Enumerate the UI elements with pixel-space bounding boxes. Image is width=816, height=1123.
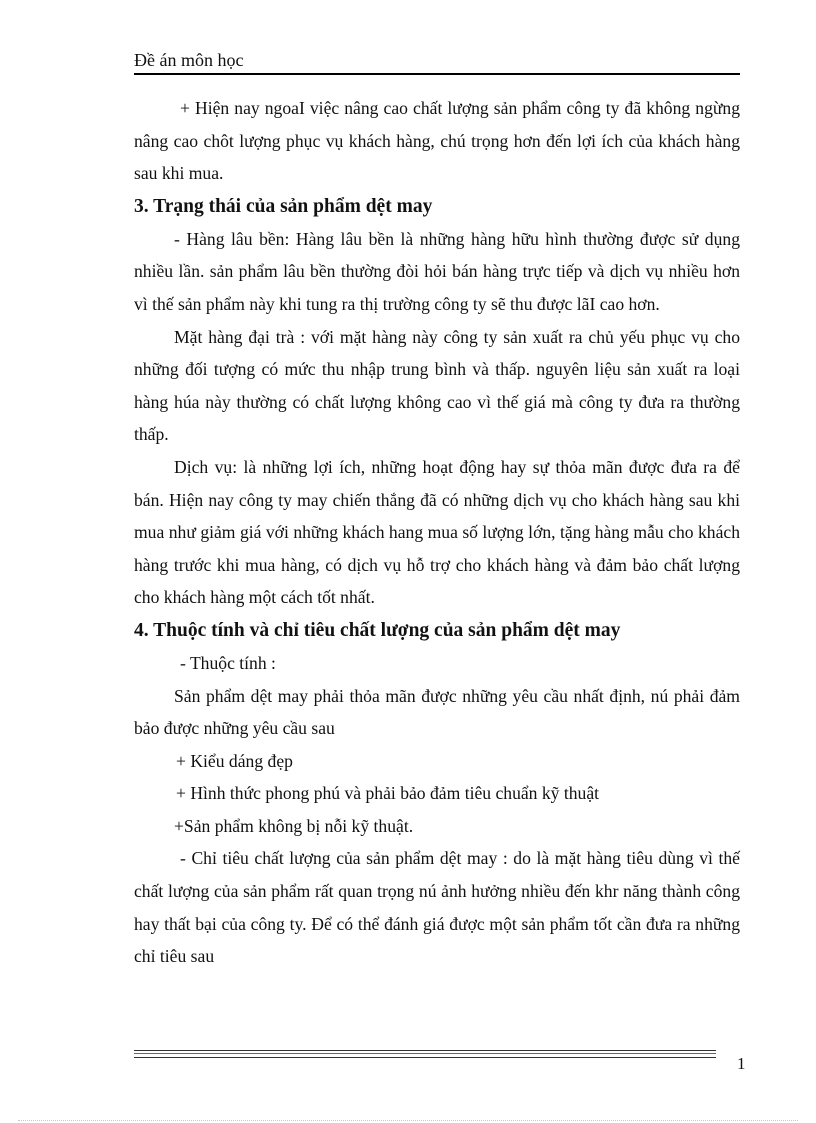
section-heading-3: 3. Trạng thái của sản phẩm dệt may: [134, 195, 433, 217]
paragraph-attributes-label: - Thuộc tính :: [180, 652, 276, 673]
paragraph-mass-goods: Mặt hàng đại trà : với mặt hàng này công ty sản xuất ra chủ yếu phục vụ cho những đối tượng có mức thu nhập trung bình và thấp. nguyên liệu sản xuất ra loại hàng húa này thường có chất lượng không cao vì thế giá mà công ty đưa ra thường thấp.: [134, 326, 740, 445]
paragraph-quality-criteria: - Chỉ tiêu chất lượng của sản phẩm dệt may : do là mặt hàng tiêu dùng vì thế chất lượng của sản phẩm rất quan trọng nú ảnh hưởng nhiều đến khr năng thành công hay thất bại của công ty. Để có thể đánh giá được một sản phẩm tốt cần đưa ra những chỉ tiêu sau: [134, 848, 740, 967]
document-body: [134, 92, 740, 973]
header-divider: [134, 73, 740, 75]
page-number: 1: [737, 1054, 746, 1073]
paragraph-service-improvement: + Hiện nay ngoaI việc nâng cao chất lượng sản phẩm công ty đã không ngừng nâng cao chôt lượng phục vụ khách hàng, chú trọng hơn đến lợi ích của khách hàng sau khi mua.: [134, 98, 740, 184]
paragraph-services: Dịch vụ: là những lợi ích, những hoạt động hay sự thỏa mãn được đưa ra để bán. Hiện nay công ty may chiến thắng đã có những dịch vụ cho khách hàng sau khi mua như giảm giá với những khách hang mua số lượng lớn, tặng hàng mẫu cho khách hàng trước khi mua hàng, có dịch vụ hỗ trợ cho khách hàng và đảm bảo chất lượng cho khách hàng một cách tốt nhất.: [134, 456, 740, 608]
list-item-defects: +Sản phẩm không bị nỗi kỹ thuật.: [174, 815, 414, 836]
list-item-form: + Hình thức phong phú và phải bảo đảm tiêu chuẩn kỹ thuật: [176, 783, 600, 804]
footer-divider: [134, 1050, 716, 1058]
page-boundary: [18, 1120, 798, 1121]
page-header-title: Đề án môn học: [134, 50, 244, 70]
paragraph-requirements: Sản phẩm dệt may phải thỏa mãn được những yêu cầu nhất định, nú phải đảm bảo được những yêu cầu sau: [134, 685, 740, 739]
paragraph-durable-goods: - Hàng lâu bền: Hàng lâu bền là những hàng hữu hình thường được sử dụng nhiều lần. sản phẩm lâu bền thường đòi hỏi bán hàng trực tiếp và dịch vụ nhiều hơn vì thế sản phẩm này khi tung ra thị trường công ty sẽ thu được lãI cao hơn.: [134, 228, 740, 314]
section-heading-4: 4. Thuộc tính và chỉ tiêu chất lượng của sản phẩm dệt may: [134, 619, 621, 641]
list-item-style: + Kiểu dáng đẹp: [176, 750, 293, 771]
